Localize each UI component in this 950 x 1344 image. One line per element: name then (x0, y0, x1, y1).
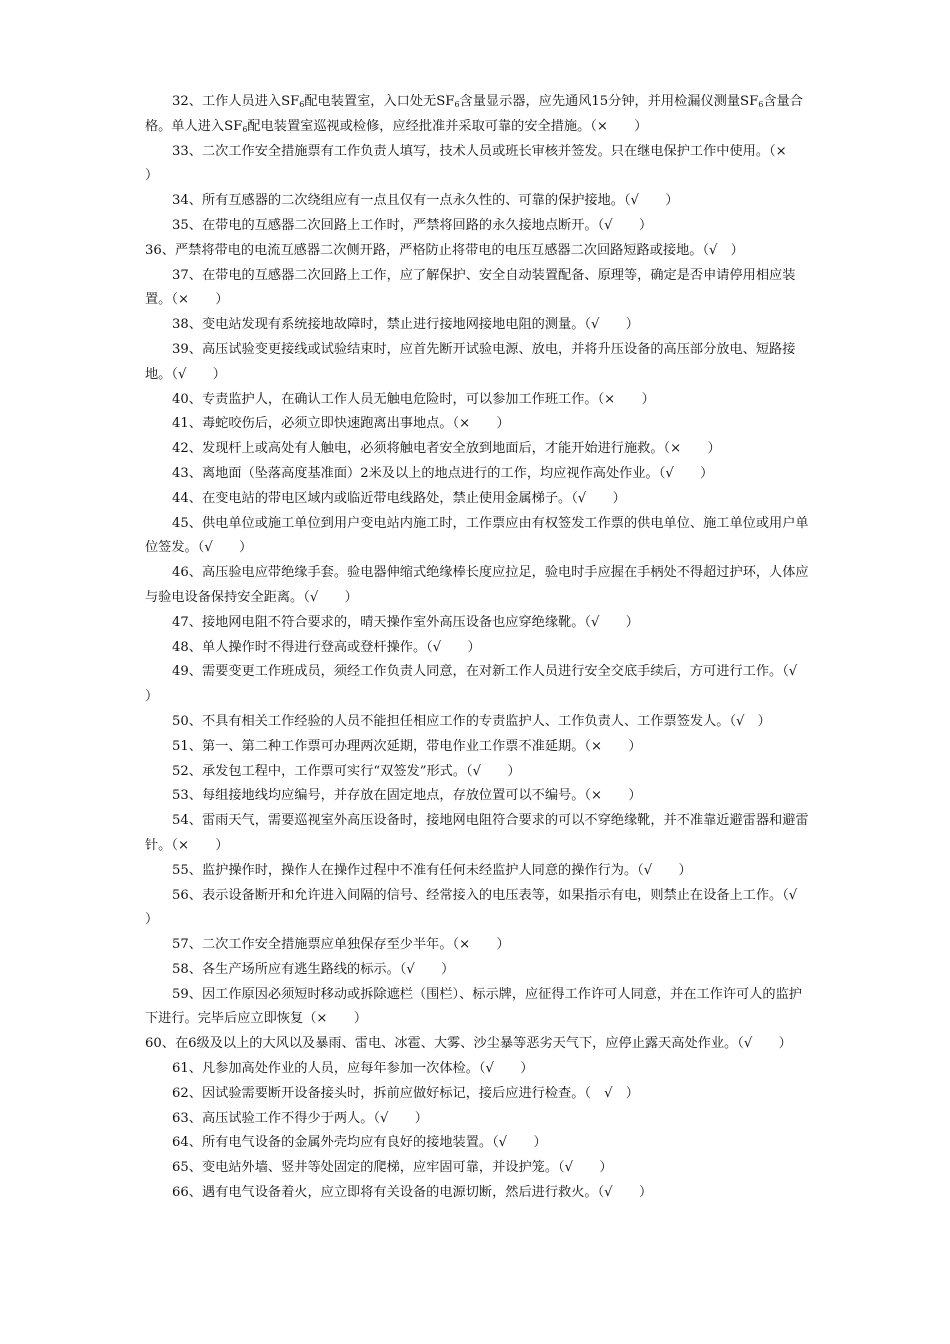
question-55: 55、监护操作时，操作人在操作过程中不准有任何未经监护人同意的操作行为。（√ ） (172, 862, 692, 878)
question-40: 40、专责监护人，在确认工作人员无触电危险时，可以参加工作班工作。（× ） (172, 391, 655, 407)
question-44: 44、在变电站的带电区域内或临近带电线路处，禁止使用金属梯子。（√ ） (172, 490, 626, 506)
question-38: 38、变电站发现有系统接地故障时，禁止进行接地网接地电阻的测量。（√ ） (172, 317, 639, 333)
document-page (145, 90, 824, 1206)
question-42: 42、发现杆上或高处有人触电，必须将触电者安全放到地面后，才能开始进行施救。（× ） (172, 441, 721, 457)
question-62: 62、因试验需要断开设备接头时，拆前应做好标记，接后应进行检查。（ √ ） (172, 1085, 639, 1101)
question-64: 64、所有电气设备的金属外壳均应有良好的接地装置。（√ ） (172, 1135, 547, 1151)
question-56: 56、表示设备断开和允许进入间隔的信号、经常接入的电压表等，如果指示有电，则禁止在设备上工作。（√ ） (145, 887, 824, 928)
subscript-6: 6 (454, 100, 460, 109)
question-63: 63、高压试验工作不得少于两人。（√ ） (172, 1110, 428, 1126)
subscript-6: 6 (242, 124, 248, 134)
question-53: 53、每组接地线均应编号，并存放在固定地点，存放位置可以不编号。（× ） (172, 788, 642, 804)
question-52: 52、承发包工程中，工作票可实行“双签发”形式。（√ ） (172, 763, 521, 779)
question-65: 65、变电站外墙、竖井等处固定的爬梯，应牢固可靠，并设护笼。（√ ） (172, 1160, 613, 1176)
question-36: 36、严禁将带电的电流互感器二次侧开路，严格防止将带电的电压互感器二次回路短路或接地。（√ ） (145, 242, 744, 258)
question-61: 61、凡参加高处作业的人员，应每年参加一次体检。（√ ） (172, 1061, 534, 1077)
question-39: 39、高压试验变更接线或试验结束时，应首先断开试验电源、放电，并将升压设备的高压部分放电、短路接地。（√ ） (145, 341, 796, 382)
question-54: 54、雷雨天气，需要巡视室外高压设备时，接地网电阻符合要求的可以不穿绝缘靴，并不准靠近避雷器和避雷针。（× ） (145, 813, 809, 853)
question-45: 45、供电单位或施工单位到用户变电站内施工时，工作票应由有权签发工作票的供电单位、施工单位或用户单位签发。（√ ） (145, 515, 809, 556)
question-47: 47、接地网电阻不符合要求的，晴天操作室外高压设备也应穿绝缘靴。（√ ） (172, 614, 639, 630)
question-46: 46、高压验电应带绝缘手套。验电器伸缩式绝缘棒长度应拉足，验电时手应握在手柄处不得超过护环，人体应与验电设备保持安全距离。（√ ） (145, 565, 809, 605)
question-32: 32、工作人员进入$SF_6$配电装置室，入口处无$SF_6$含量显示器，应先通风15分钟，并用检漏仪测量$SF_6$含量合格。单人进入$SF_6$配电装置室巡视或检修，应经批准并采取可靠的安全措施。（× ） (145, 94, 803, 134)
question-58: 58、各生产场所应有逃生路线的标示。（√ ） (172, 961, 455, 977)
question-57: 57、二次工作安全措施票应单独保存至少半年。（× ） (172, 937, 510, 953)
question-66: 66、遇有电气设备着火，应立即将有关设备的电源切断，然后进行救火。（√ ） (172, 1185, 653, 1201)
subscript-6: 6 (299, 100, 305, 109)
question-49: 49、需要变更工作班成员，须经工作负责人同意，在对新工作人员进行安全交底手续后，方可进行工作。（√ ） (145, 664, 824, 705)
question-51: 51、第一、第二种工作票可办理两次延期，带电作业工作票不准延期。（× ） (172, 738, 642, 754)
subscript-6: 6 (758, 100, 764, 109)
question-33: 33、二次工作安全措施票有工作负责人填写，技术人员或班长审核并签发。只在继电保护工作中使用。（× ） (145, 143, 814, 184)
question-37: 37、在带电的互感器二次回路上工作，应了解保护、安全自动装置配备、原理等，确定是否申请停用相应装置。（× ） (145, 267, 796, 308)
question-60: 60、在6级及以上的大风以及暴雨、雷电、冰雹、大雾、沙尘暴等恶劣天气下，应停止露天高处作业。（√ ） (145, 1036, 792, 1052)
question-50: 50、不具有相关工作经验的人员不能担任相应工作的专责监护人、工作负责人、工作票签发人。（√ ） (172, 713, 771, 729)
question-41: 41、毒蛇咬伤后，必须立即快速跑离出事地点。（× ） (172, 416, 510, 432)
question-59: 59、因工作原因必须短时移动或拆除遮栏（围栏）、标示牌，应征得工作许可人同意，并在工作许可人的监护下进行。完毕后应立即恢复（× ） (145, 986, 802, 1027)
question-43: 43、离地面（坠落高度基准面）2米及以上的地点进行的工作，均应视作高处作业。（√ ） (172, 465, 714, 481)
question-34: 34、所有互感器的二次绕组应有一点且仅有一点永久性的、可靠的保护接地。（√ ） (172, 193, 679, 209)
question-48: 48、单人操作时不得进行登高或登杆操作。（√ ） (172, 639, 481, 655)
question-35: 35、在带电的互感器二次回路上工作时，严禁将回路的永久接地点断开。（√ ） (172, 217, 653, 233)
